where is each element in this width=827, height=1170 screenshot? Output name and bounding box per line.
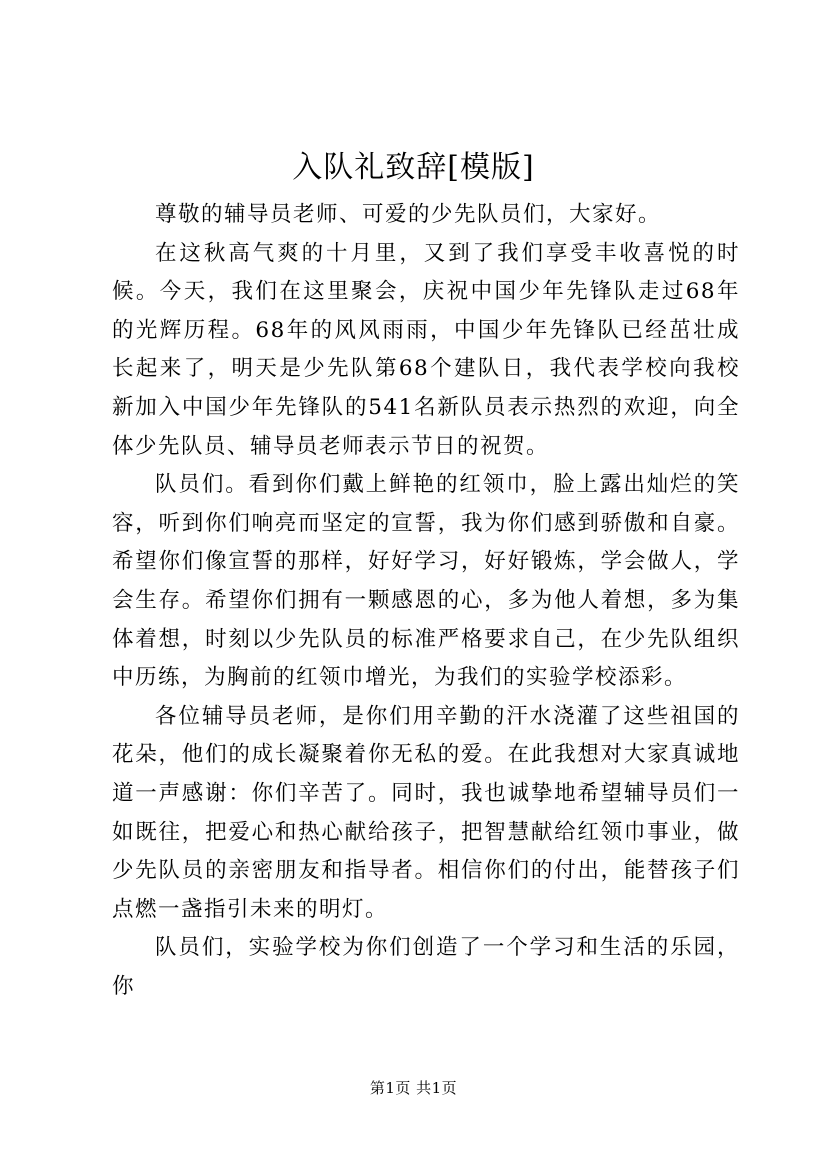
- page-footer: 第1页 共1页: [369, 1079, 458, 1097]
- document-title: 入队礼致辞[模版]: [292, 150, 535, 185]
- greeting-paragraph: 尊敬的辅导员老师、可爱的少先队员们，大家好。: [155, 202, 662, 227]
- body-paragraph: 队员们。看到你们戴上鲜艳的红领巾，脸上露出灿烂的笑容，听到你们响亮而坚定的宣誓，我为你们感到骄傲和自豪。希望你们像宣誓的那样，好好学习，好好锻炼，学会做人，学会生存。希望你们拥有一颗感恩的心，多为他人着想，多为集体着想，时刻以少先队员的标准严格要求自己，在少先队组织中历练，为胸前的红领巾增光，为我们的实验学校添彩。: [112, 472, 740, 691]
- body-paragraph: 各位辅导员老师，是你们用辛勤的汗水浇灌了这些祖国的花朵，他们的成长凝聚着你无私的爱。在此我想对大家真诚地道一声感谢：你们辛苦了。同时，我也诚挚地希望辅导员们一如既往，把爱心和热心献给孩子，把智慧献给红领巾事业，做少先队员的亲密朋友和指导者。相信你们的付出，能替孩子们点燃一盏指引未来的明灯。: [112, 703, 740, 922]
- body-paragraph: 在这秋高气爽的十月里，又到了我们享受丰收喜悦的时候。今天，我们在这里聚会，庆祝中国少年先锋队走过68年的光辉历程。68年的风风雨雨，中国少年先锋队已经茁壮成长起来了，明天是少先队第68个建队日，我代表学校向我校新加入中国少年先锋队的541名新队员表示热烈的欢迎，向全体少先队员、辅导员老师表示节日的祝贺。: [112, 240, 740, 459]
- body-paragraph: 队员们，实验学校为你们创造了一个学习和生活的乐园，你: [112, 935, 740, 999]
- document-body: [112, 196, 740, 1006]
